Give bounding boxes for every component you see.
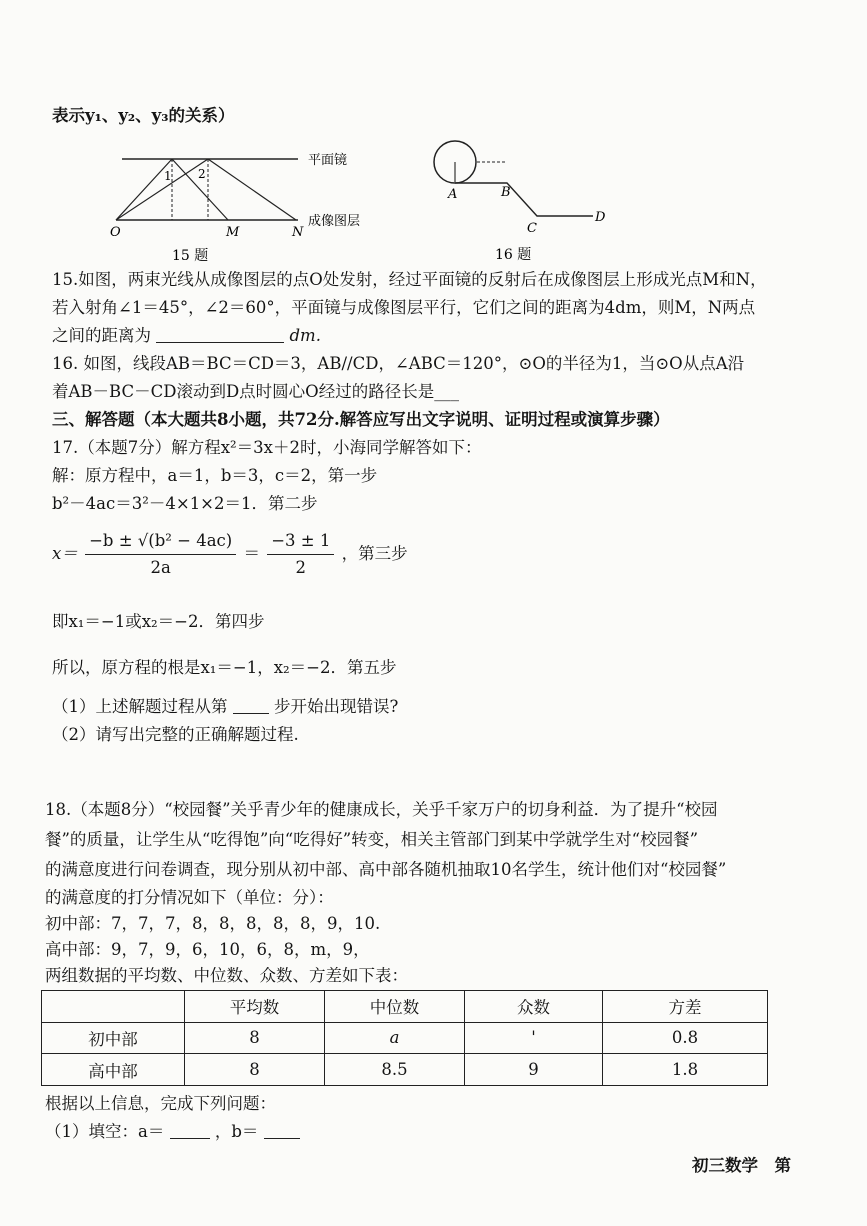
point-b-label: B — [501, 185, 511, 200]
q17-part-1-blank[interactable] — [233, 697, 269, 714]
table-cell: 8 — [185, 1022, 325, 1054]
q17-part-1-prompt: （1）上述解题过程从第 — [52, 697, 228, 716]
numeric-numerator: −3 ± 1 — [267, 530, 334, 555]
after-table: 根据以上信息，完成下列问题： — [45, 1094, 276, 1113]
table-header-row — [42, 991, 768, 1023]
point-n-label: N — [292, 225, 304, 240]
q17-line-1: 17.（本题7分）解方程x²＝3x＋2时，小海同学解答如下： — [52, 438, 482, 457]
q18-line-4: 的满意度的打分情况如下（单位：分）： — [45, 888, 334, 907]
q18-line-3: 的满意度进行问卷调查，现分别从初中部、高中部各随机抽取10名学生，统计他们对“校园餐” — [45, 860, 727, 879]
statistics-table — [41, 990, 768, 1086]
q15-line-1: 15.如图，两束光线从成像图层的点O处发射，经过平面镜的反射后在成像图层上形成光点M和N， — [52, 270, 767, 289]
q17-part-2: （2）请写出完整的正确解题过程. — [52, 725, 299, 744]
figure-15-caption: 15 题 — [172, 248, 209, 264]
figure-16-diagram — [425, 132, 635, 266]
fill-prompt-a: （1）填空：a＝ — [45, 1122, 165, 1141]
table-row — [42, 1022, 768, 1054]
point-a-label: A — [448, 187, 458, 202]
table-header-cell: 中位数 — [325, 991, 465, 1023]
q17-step-2: b²－4ac＝3²－4×1×2＝1．第二步 — [52, 494, 318, 513]
q18-fill-line — [45, 1122, 300, 1142]
q15-answer-blank[interactable] — [156, 326, 284, 343]
formula-denominator: 2a — [150, 558, 171, 577]
q18-line-1: 18.（本题8分）“校园餐”关乎青少年的健康成长，关乎千家万户的切身利益．为了提升“校园 — [45, 800, 718, 819]
table-cell: 1.8 — [603, 1054, 768, 1086]
table-cell: 高中部 — [42, 1054, 185, 1086]
table-cell: 8.5 — [325, 1054, 465, 1086]
section-3-heading: 三、解答题（本大题共8小题，共72分.解答应写出文字说明、证明过程或演算步骤） — [52, 410, 670, 429]
answer-a-blank[interactable] — [170, 1122, 210, 1139]
senior-scores: 高中部：9，7，9，6，10，6，8，m，9， — [45, 940, 370, 959]
quadratic-formula-fraction — [85, 530, 236, 579]
q17-part-1-tail: 步开始出现错误? — [274, 697, 399, 716]
table-header-cell: 平均数 — [185, 991, 325, 1023]
q17-step-4: 即x₁＝−1或x₂＝−2．第四步 — [52, 612, 265, 631]
table-cell: a — [325, 1022, 465, 1054]
q17-step-3 — [52, 530, 408, 579]
table-intro: 两组数据的平均数、中位数、众数、方差如下表： — [45, 966, 408, 985]
q17-part-1 — [52, 697, 398, 717]
q16-line-1: 16. 如图，线段AB＝BC＝CD＝3，AB//CD，∠ABC＝120°，⊙O的半径为1，当⊙O从点A沿 — [52, 354, 745, 373]
q15-prompt: 之间的距离为 — [52, 326, 151, 345]
table-cell: 8 — [185, 1054, 325, 1086]
q17-step-5: 所以，原方程的根是x₁＝−1，x₂＝−2．第五步 — [52, 658, 397, 677]
step3-x: x＝ — [52, 544, 78, 563]
angle-2-label: 2 — [198, 167, 206, 181]
mirror-label: 平面镜 — [308, 153, 348, 168]
figure-16-caption: 16 题 — [495, 247, 532, 263]
table-header-cell: 众数 — [465, 991, 603, 1023]
figure-15-diagram — [108, 148, 368, 270]
table-row — [42, 1054, 768, 1086]
numeric-denominator: 2 — [295, 558, 307, 577]
table-cell: 0.8 — [603, 1022, 768, 1054]
step3-tail: ，第三步 — [341, 544, 408, 563]
q15-unit: dm. — [289, 326, 321, 345]
numeric-fraction — [267, 530, 334, 579]
fill-prompt-b: ，b＝ — [214, 1122, 259, 1141]
formula-numerator: −b ± √(b² − 4ac) — [85, 530, 236, 555]
answer-b-blank[interactable] — [264, 1122, 300, 1139]
junior-scores: 初中部：7，7，7，8，8，8，8，8，9，10. — [45, 914, 381, 933]
step3-equals: ＝ — [243, 544, 260, 563]
table-header-cell: 方差 — [603, 991, 768, 1023]
point-o-label: O — [110, 225, 121, 240]
intro-line: 表示y₁、y₂、y₃的关系） — [52, 106, 235, 125]
q15-line-2: 若入射角∠1＝45°，∠2＝60°，平面镜与成像图层平行，它们之间的距离为4dm，则M，N两点 — [52, 298, 756, 317]
table-cell: 初中部 — [42, 1022, 185, 1054]
angle-1-label: 1 — [164, 169, 172, 183]
table-header-cell — [42, 991, 185, 1023]
page-footer: 初三数学 第 — [692, 1156, 791, 1175]
point-m-label: M — [226, 225, 240, 240]
table-cell: ' — [465, 1022, 603, 1054]
q18-line-2: 餐”的质量，让学生从“吃得饱”向“吃得好”转变，相关主管部门到某中学就学生对“校园餐” — [45, 830, 699, 849]
q17-step-1: 解：原方程中，a＝1，b＝3，c＝2，第一步 — [52, 466, 378, 485]
q15-line-3 — [52, 326, 321, 346]
q16-line-2: 着AB－BC－CD滚动到D点时圆心O经过的路径长是___ — [52, 382, 459, 401]
table-cell: 9 — [465, 1054, 603, 1086]
point-c-label: C — [527, 221, 537, 236]
layer-label: 成像图层 — [308, 214, 361, 229]
point-d-label: D — [595, 210, 606, 225]
